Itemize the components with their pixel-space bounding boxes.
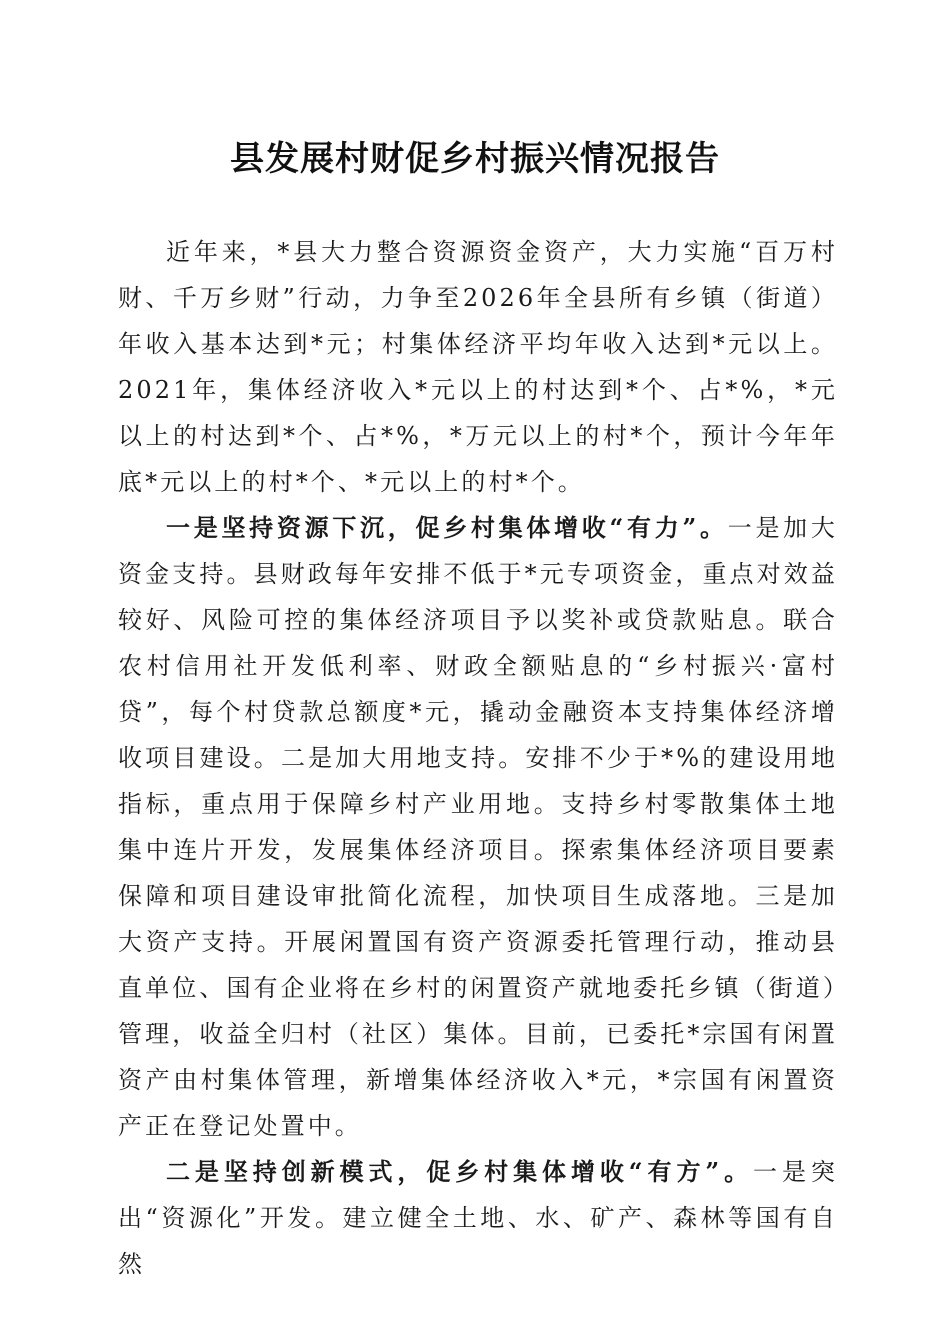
paragraph-lead: 一是坚持资源下沉，促乡村集体增收“有力”。 <box>166 513 728 542</box>
paragraph-section-1 <box>118 505 838 1149</box>
paragraph-text: 一是加大资金支持。县财政每年安排不低于*元专项资金，重点对效益较好、风险可控的集体经济项目予以奖补或贷款贴息。联合农村信用社开发低利率、财政全额贴息的“乡村振兴·富村贷”，每个村贷款总额度*元，撬动金融资本支持集体经济增收项目建设。二是加大用地支持。安排不少于*%的建设用地指标，重点用于保障乡村产业用地。支持乡村零散集体土地集中连片开发，发展集体经济项目。探索集体经济项目要素保障和项目建设审批简化流程，加快项目生成落地。三是加大资产支持。开展闲置国有资产资源委托管理行动，推动县直单位、国有企业将在乡村的闲置资产就地委托乡镇（街道）管理，收益全归村（社区）集体。目前，已委托*宗国有闲置资产由村集体管理，新增集体经济收入*元，*宗国有闲置资产正在登记处置中。 <box>118 514 838 1140</box>
paragraph-text: 近年来，*县大力整合资源资金资产，大力实施“百万村财、千万乡财”行动，力争至2026年全县所有乡镇（街道）年收入基本达到*元；村集体经济平均年收入达到*元以上。2021年，集体经济收入*元以上的村达到*个、占*%，*元以上的村达到*个、占*%，*万元以上的村*个，预计今年年底*元以上的村*个、*元以上的村*个。 <box>118 238 838 496</box>
paragraph-section-2 <box>118 1149 838 1287</box>
paragraph-text: 一是突出“资源化”开发。建立健全土地、水、矿产、森林等国有自然 <box>118 1158 838 1278</box>
page-title: 县发展村财促乡村振兴情况报告 <box>230 139 720 179</box>
paragraph-lead: 二是坚持创新模式，促乡村集体增收“有方”。 <box>166 1157 754 1186</box>
document-body <box>118 229 838 1287</box>
paragraph-intro <box>118 229 838 505</box>
